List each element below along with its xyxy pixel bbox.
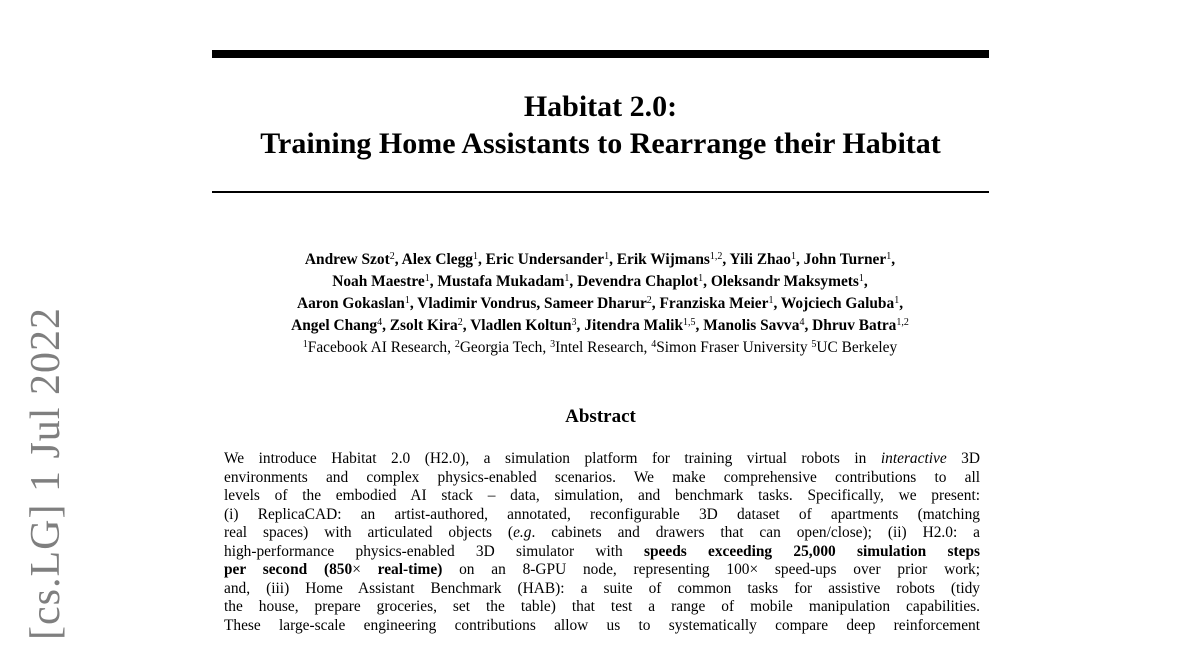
author-name: Zsolt Kira [389,317,458,334]
author-name: John Turner [803,251,887,268]
author-separator: , [722,251,730,268]
author-line [190,249,1010,271]
author-separator: , [409,295,418,312]
author-affiliation-mark: 3 [571,317,577,328]
abstract-text: We introduce Habitat 2.0 (H2.0), a simulation platform for training virtual robots in [224,450,881,467]
author-affiliation-mark: 2 [389,251,395,262]
author-separator: , [695,317,704,334]
abstract-line [224,450,980,469]
affiliation-mark: 5 [811,339,817,350]
author-separator: , [703,273,711,290]
author-separator: , [773,295,781,312]
author-affiliation-mark: 4 [377,317,383,328]
author-separator: , [891,251,896,268]
abstract-text: e.g [513,524,532,541]
author-separator: , [382,317,390,334]
author-line [190,271,1010,293]
author-affiliation-mark: 1 [424,273,430,284]
title-top-rule [212,50,989,58]
abstract-text: interactive [880,450,947,467]
author-name: Jitendra Malik [584,317,684,334]
author-affiliation-mark: 1 [404,295,410,306]
author-name: Devendra Chaplot [577,273,699,290]
abstract-line [224,469,980,488]
author-separator: , [394,251,402,268]
abstract-text: real-time) [360,561,443,578]
author-affiliation-mark: 1 [894,295,900,306]
author-separator: , [477,251,486,268]
author-block [190,249,1010,359]
author-name: Noah Maestre [332,273,425,290]
author-affiliation-mark: 2 [646,295,652,306]
author-name: Alex Clegg [401,251,473,268]
abstract-text: per second (850 [224,561,353,578]
abstract-text: on an 8-GPU node, representing 100× speed-ups over prior work; [442,561,980,578]
author-name: Franziska Meier [659,295,769,312]
author-affiliation-mark: 1 [768,295,774,306]
abstract-line [224,561,980,580]
author-separator: , [429,273,438,290]
affiliation-name: UC Berkeley [816,339,898,356]
abstract-text: 3D [946,450,980,467]
author-name: Aaron Gokaslan [296,295,405,312]
paper-title-line-2: Training Home Assistants to Rearrange their Habitat [260,127,941,160]
affiliation-mark: 4 [651,339,657,350]
author-affiliation-mark: 1 [886,251,892,262]
author-name: Dhruv Batra [812,317,897,334]
author-line [190,315,1010,337]
author-affiliation-mark: 2 [457,317,463,328]
author-affiliation-mark: 1,2 [709,251,723,262]
affiliation-mark: 1 [302,339,308,350]
title-bottom-rule [212,191,989,193]
author-name: Mustafa Mukadam [437,273,565,290]
author-name: Wojciech Galuba [780,295,895,312]
author-name: Eric Undersander [485,251,605,268]
paper-title-line-1: Habitat 2.0: [523,90,678,123]
abstract-body [224,450,980,635]
author-name: Oleksandr Maksymets [710,273,859,290]
abstract-line [224,598,980,617]
author-separator: , [569,273,578,290]
abstract-line [224,617,980,636]
affiliation-name: Simon Fraser University [656,339,808,356]
author-affiliation-mark: 1 [698,273,704,284]
author-name: Vladlen Koltun [470,317,572,334]
abstract-line [224,506,980,525]
abstract-text: high-performance physics-enabled 3D simulator with [224,542,644,560]
author-name: Erik Wijmans [616,251,710,268]
author-name: Vladimir Vondrus [417,295,537,312]
abstract-text: (i) ReplicaCAD: an artist-authored, annotated, reconfigurable 3D dataset of apartments (matching [224,505,980,523]
author-affiliation-mark: 1,2 [896,317,909,328]
abstract-text: real spaces) with articulated objects ( [224,524,514,541]
author-lines [190,249,1010,337]
author-separator: , [899,295,904,312]
author-affiliation-mark: 1 [604,251,610,262]
author-separator: , [863,273,868,290]
abstract-text: and, (iii) Home Assistant Benchmark (HAB): a suite of common tasks for assistive robots (tidy [224,579,980,597]
author-affiliation-mark: 1,5 [683,317,696,328]
author-name: Andrew Szot [304,251,390,268]
abstract-line [224,487,980,506]
abstract-text: These large-scale engineering contributions allow us to systematically compare deep reinforcement [224,616,980,634]
paper-title [212,88,989,162]
author-separator: , [651,295,660,312]
affiliations: $^1$Facebook AI Research, $^2$Georgia Tech, $^3$Intel Research, $^4$Simon Fraser University $^5$UC Berkeley [302,339,898,356]
abstract-text: speeds exceeding 25,000 simulation steps [644,542,980,560]
affiliation-name: Georgia Tech [459,339,543,356]
abstract-text: the house, prepare groceries, set the table) that test a range of mobile manipulation capabilities. [224,598,980,615]
author-name: Yili Zhao [729,251,791,268]
abstract-text: environments and complex physics-enabled scenarios. We make comprehensive contributions to all [224,468,980,486]
abstract-heading: Abstract [565,406,636,427]
abstract-line [224,524,980,543]
abstract-line [224,580,980,599]
author-separator: , [536,295,545,312]
author-affiliation-mark: 1 [858,273,864,284]
author-affiliation-mark: 4 [799,317,805,328]
author-separator: , [804,317,813,334]
abstract-line [224,543,980,562]
author-separator: , [609,251,617,268]
author-affiliation-mark: 1 [790,251,796,262]
author-separator: , [462,317,471,334]
author-affiliation-mark: 1 [564,273,570,284]
author-line [190,293,1010,315]
arxiv-identifier-stamp: [cs.LG] 1 Jul 2022 [23,307,69,640]
abstract-text: × [352,561,361,578]
author-name: Sameer Dharur [544,295,647,312]
author-name: Manolis Savva [703,317,800,334]
affiliation-name: Intel Research [555,339,644,356]
affiliation-mark: 2 [454,339,460,350]
abstract-text: levels of the embodied AI stack – data, simulation, and benchmark tasks. Specifically, we present: [224,487,980,504]
author-name: Angel Chang [291,317,378,334]
affiliation-mark: 3 [550,339,556,350]
author-separator: , [795,251,804,268]
abstract-text: . cabinets and drawers that can open/close); (ii) H2.0: a [531,524,980,541]
affiliation-name: Facebook AI Research [307,339,448,356]
author-separator: , [576,317,585,334]
author-affiliation-mark: 1 [472,251,478,262]
